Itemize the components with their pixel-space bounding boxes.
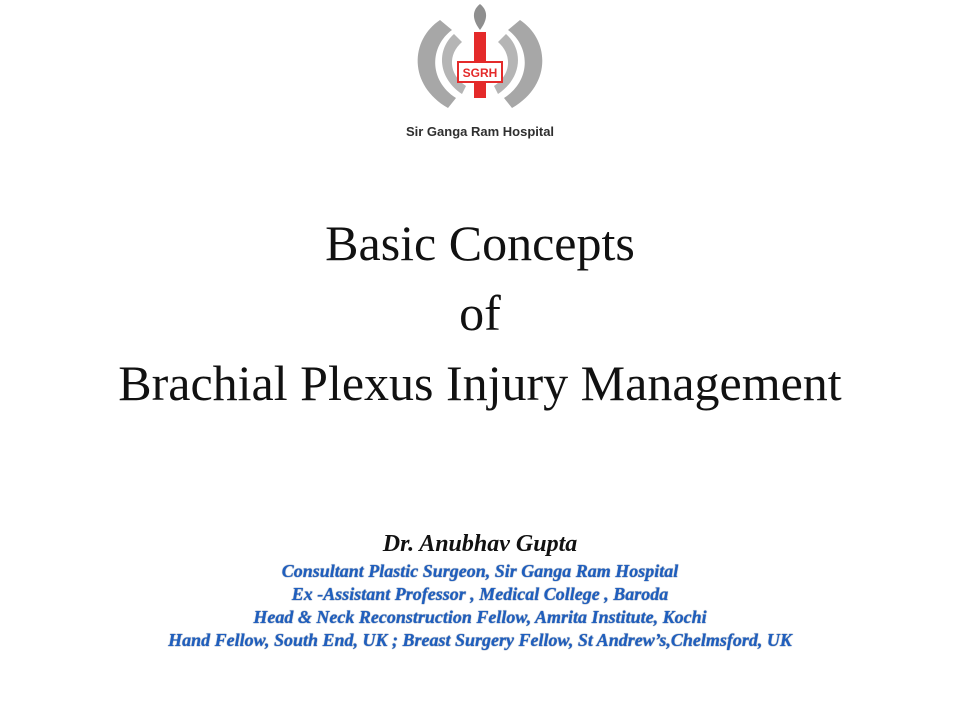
logo-caption: Sir Ganga Ram Hospital (405, 124, 555, 139)
sgrh-emblem-icon (400, 0, 560, 125)
author-block (0, 528, 960, 652)
title-line-1: Basic Concepts (325, 215, 635, 271)
credential-line: Hand Fellow, South End, UK ; Breast Surgery Fellow, St Andrew’s,Chelmsford, UK (168, 630, 792, 650)
hospital-logo (380, 0, 580, 150)
logo-badge-text: SGRH (462, 66, 498, 80)
title-line-3: Brachial Plexus Injury Management (118, 355, 842, 411)
slide-title (0, 208, 960, 418)
title-line-2: of (459, 285, 501, 341)
credential-line: Consultant Plastic Surgeon, Sir Ganga Ram Hospital (281, 561, 679, 581)
credential-line: Ex -Assistant Professor , Medical College , Baroda (291, 584, 669, 604)
author-name: Dr. Anubhav Gupta (382, 531, 578, 557)
credential-line: Head & Neck Reconstruction Fellow, Amrita Institute, Kochi (253, 607, 707, 627)
